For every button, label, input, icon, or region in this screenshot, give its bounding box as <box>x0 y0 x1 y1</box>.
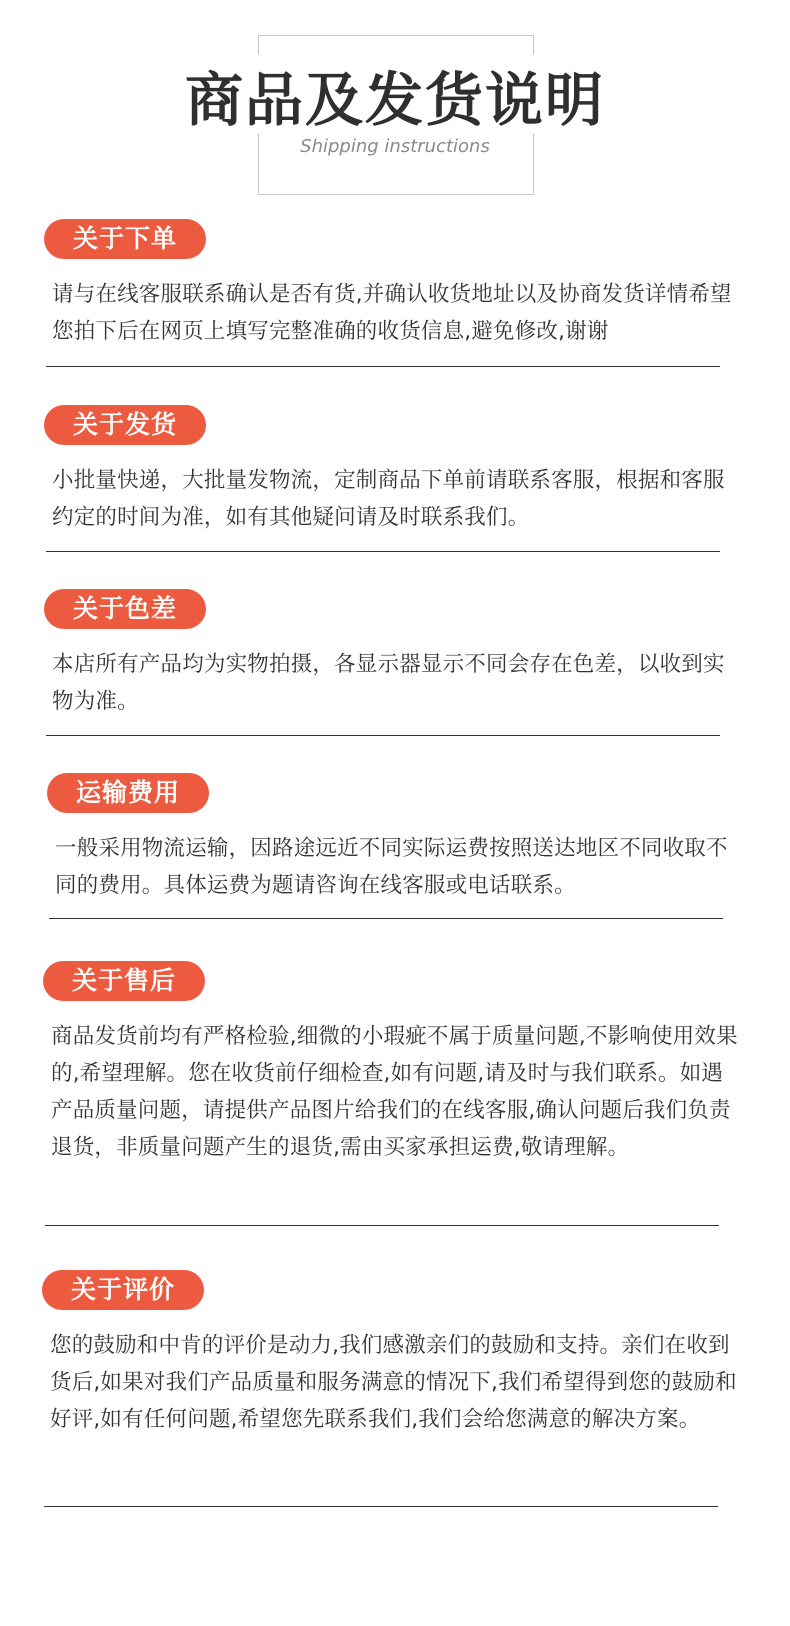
section-text-shipping: 小批量快递，大批量发物流，定制商品下单前请联系客服，根据和客服约定的时间为准，如有其他疑问请及时联系我们。 <box>52 468 725 530</box>
section-divider <box>45 1225 719 1226</box>
section-text-reviews: 您的鼓励和中肯的评价是动力,我们感激亲们的鼓励和支持。亲们在收到货后,如果对我们产品质量和服务满意的情况下,我们希望得到您的鼓励和好评,如有任何问题,希望您先联系我们,我们会给您满意的解决方案。 <box>50 1333 737 1432</box>
section-divider <box>46 551 720 552</box>
section-label-reviews: 关于评价 <box>42 1270 204 1310</box>
section-label-color-difference: 关于色差 <box>44 589 206 629</box>
section-text-ordering: 请与在线客服联系确认是否有货,并确认收货地址以及协商发货详情希望您拍下后在网页上填写完整准确的收货信息,避免修改,谢谢 <box>52 282 732 344</box>
section-divider <box>49 918 723 919</box>
section-divider <box>46 366 720 367</box>
page-title: 商品及发货说明 <box>184 66 605 134</box>
section-text-color-difference: 本店所有产品均为实物拍摄，各显示器显示不同会存在色差，以收到实物为准。 <box>52 652 725 714</box>
section-label-ordering: 关于下单 <box>44 219 206 259</box>
section-text-freight: 一般采用物流运输，因路途远近不同实际运费按照送达地区不同收取不同的费用。具体运费为题请咨询在线客服或电话联系。 <box>55 836 728 898</box>
section-label-shipping: 关于发货 <box>44 405 206 445</box>
section-divider <box>44 1506 718 1507</box>
section-label-after-sales: 关于售后 <box>43 961 205 1001</box>
page-subtitle: Shipping instructions <box>300 136 490 157</box>
section-text-after-sales: 商品发货前均有严格检验,细微的小瑕疵不属于质量问题,不影响使用效果的,希望理解。您在收货前仔细检查,如有问题,请及时与我们联系。如遇产品质量问题，请提供产品图片给我们的在线客服,确认问题后我们负责退货，非质量问题产生的退货,需由买家承担运费,敬请理解。 <box>51 1024 738 1160</box>
section-label-freight: 运输费用 <box>47 773 209 813</box>
section-divider <box>46 735 720 736</box>
